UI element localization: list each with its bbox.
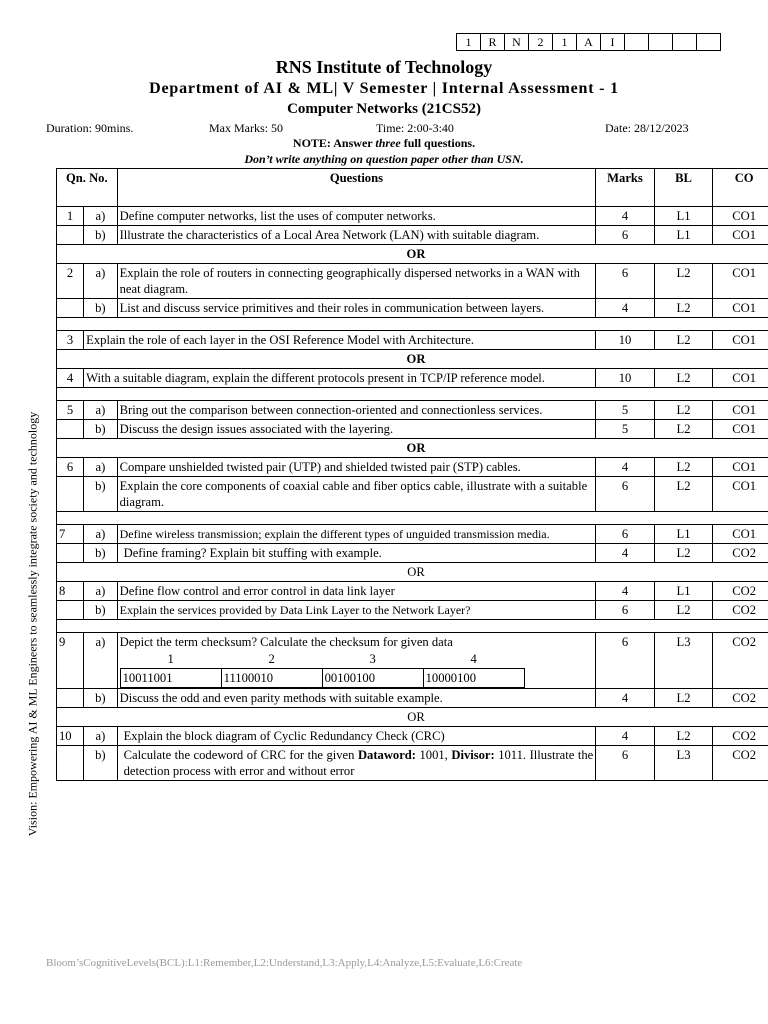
header-bl: BL: [654, 169, 713, 207]
question-text: Define flow control and error control in data link layer: [117, 582, 596, 601]
duration: Duration: 90mins.: [46, 121, 134, 135]
table-row: b) Discuss the odd and even parity methods with suitable example. 4 L2 CO2: [57, 689, 768, 708]
header-qno: Qn. No.: [57, 169, 118, 207]
usn-cell: [649, 34, 673, 51]
table-row: 2 a) Explain the role of routers in connecting geographically dispersed networks in a WAN with neat diagram. 6 L2 CO1: [57, 264, 768, 299]
table-row: b) Illustrate the characteristics of a Local Area Network (LAN) with suitable diagram. 6 L1 CO1: [57, 226, 768, 245]
usn-cell: 1: [553, 34, 577, 51]
question-text: Depict the term checksum? Calculate the checksum for given data 1 2 3 4 10011001 11100010 00100100 10000100: [117, 633, 596, 689]
table-row: b) Explain the core components of coaxial cable and fiber optics cable, illustrate with a suitable diagram. 6 L2 CO1: [57, 477, 768, 512]
question-text: With a suitable diagram, explain the different protocols present in TCP/IP reference model.: [84, 369, 596, 388]
department-title: Department of AI & ML| V Semester | Internal Assessment - 1: [149, 80, 619, 97]
checksum-data-table: 1 2 3 4 10011001 11100010 00100100 10000100: [120, 650, 525, 688]
table-row: b) Explain the services provided by Data Link Layer to the Network Layer? 6 L2 CO2: [57, 601, 768, 620]
table-row: b) List and discuss service primitives and their roles in communication between layers. 4 L2 CO1: [57, 299, 768, 318]
usn-cell: 2: [529, 34, 553, 51]
or-row: OR: [57, 245, 768, 264]
exam-time: Time: 2:00-3:40: [376, 121, 454, 135]
table-row: 4 With a suitable diagram, explain the different protocols present in TCP/IP reference model. 10 L2 CO1: [57, 369, 768, 388]
question-text: Define wireless transmission; explain the different types of unguided transmission media.: [117, 525, 596, 544]
header-questions: Questions: [117, 169, 596, 207]
usn-cell: I: [601, 34, 625, 51]
table-row: b) Discuss the design issues associated with the layering. 5 L2 CO1: [57, 420, 768, 439]
table-row: 10 a) Explain the block diagram of Cyclic Redundancy Check (CRC) 4 L2 CO2: [57, 727, 768, 746]
institute-title: RNS Institute of Technology: [275, 57, 493, 77]
exam-date: Date: 28/12/2023: [605, 121, 689, 135]
usn-cell: [625, 34, 649, 51]
table-row: 8 a) Define flow control and error control in data link layer 4 L1 CO2: [57, 582, 768, 601]
usn-cell: N: [505, 34, 529, 51]
course-title: Computer Networks (21CS52): [287, 101, 481, 117]
table-row: 5 a) Bring out the comparison between connection-oriented and connectionless services. 5 L2 CO1: [57, 401, 768, 420]
question-text: Discuss the design issues associated with the layering.: [117, 420, 596, 439]
usn-cell: [697, 34, 721, 51]
or-row: OR: [57, 439, 768, 458]
table-row: 1 a) Define computer networks, list the uses of computer networks. 4 L1 CO1: [57, 207, 768, 226]
max-marks: Max Marks: 50: [209, 121, 283, 135]
or-row: OR: [57, 563, 768, 582]
header-co: CO: [713, 169, 768, 207]
question-text: Explain the role of routers in connecting geographically dispersed networks in a WAN with neat diagram.: [117, 264, 596, 299]
or-row: OR: [57, 708, 768, 727]
bloom-levels-footer: Bloom’sCognitiveLevels(BCL):L1:Remember,L2:Understand,L3:Apply,L4:Analyze,L5:Evaluate,L6:Create: [46, 957, 523, 969]
usn-boxes: [456, 33, 721, 51]
question-text: Illustrate the characteristics of a Local Area Network (LAN) with suitable diagram.: [117, 226, 596, 245]
question-text: List and discuss service primitives and their roles in communication between layers.: [117, 299, 596, 318]
question-text: Compare unshielded twisted pair (UTP) and shielded twisted pair (STP) cables.: [117, 458, 596, 477]
usn-cell: A: [577, 34, 601, 51]
question-text: Define framing? Explain bit stuffing with example.: [117, 544, 596, 563]
question-text: Bring out the comparison between connection-oriented and connectionless services.: [117, 401, 596, 420]
usn-cell: [673, 34, 697, 51]
table-row: 7 a) Define wireless transmission; explain the different types of unguided transmission media. 6 L1 CO1: [57, 525, 768, 544]
vision-statement: Vision: Empowering AI & ML Engineers to seamlessly integrate society and technology: [25, 411, 40, 837]
question-text: Discuss the odd and even parity methods with suitable example.: [117, 689, 596, 708]
table-row: b) Define framing? Explain bit stuffing with example. 4 L2 CO2: [57, 544, 768, 563]
question-text: Calculate the codeword of CRC for the given Dataword: 1001, Divisor: 1011. Illustrate the detection process with error and without error: [117, 746, 596, 781]
question-text: Explain the core components of coaxial cable and fiber optics cable, illustrate with a suitable diagram.: [117, 477, 596, 512]
question-text: Explain the block diagram of Cyclic Redundancy Check (CRC): [117, 727, 596, 746]
usn-instruction: Don’t write anything on question paper other than USN.: [244, 152, 524, 166]
table-header-row: [57, 169, 768, 207]
table-row: 9 a) Depict the term checksum? Calculate the checksum for given data 1 2 3 4 10011001 11100010 00100100 10000100 6 L3 CO2: [57, 633, 768, 689]
header-marks: Marks: [596, 169, 655, 207]
questions-table: [56, 168, 768, 781]
note: NOTE: Answer three full questions.: [292, 136, 476, 150]
table-row: 6 a) Compare unshielded twisted pair (UTP) and shielded twisted pair (STP) cables. 4 L2 CO1: [57, 458, 768, 477]
question-text: Define computer networks, list the uses of computer networks.: [117, 207, 596, 226]
table-row: 3 Explain the role of each layer in the OSI Reference Model with Architecture. 10 L2 CO1: [57, 331, 768, 350]
question-text: Explain the services provided by Data Link Layer to the Network Layer?: [117, 601, 596, 620]
table-row: b) Calculate the codeword of CRC for the given Dataword: 1001, Divisor: 1011. Illustrate the detection process with error and without error 6 L3 CO2: [57, 746, 768, 781]
usn-cell: R: [481, 34, 505, 51]
or-row: OR: [57, 350, 768, 369]
usn-cell: 1: [457, 34, 481, 51]
question-text: Explain the role of each layer in the OSI Reference Model with Architecture.: [84, 331, 596, 350]
